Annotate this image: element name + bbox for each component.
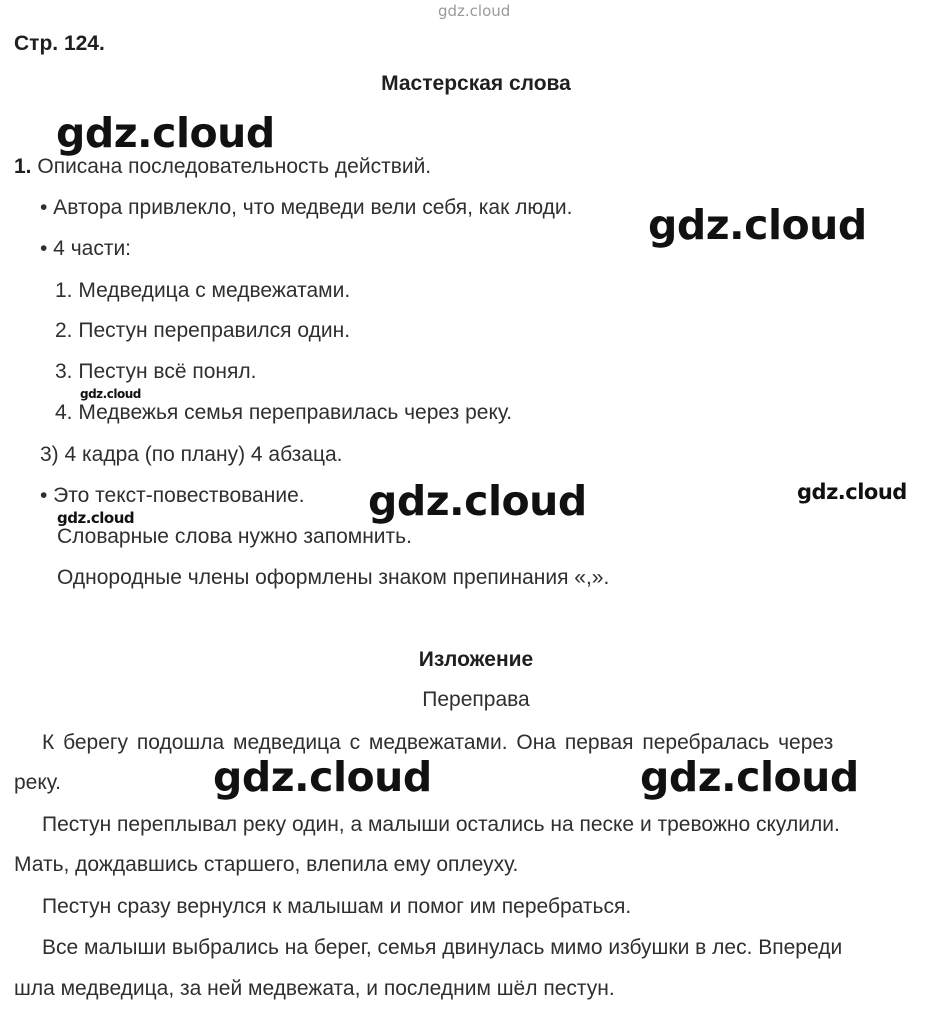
task-number: 1.	[14, 155, 32, 178]
bullet-author: • Автора привлекло, что медведи вели себя, как люди.	[40, 196, 573, 219]
bullet-parts: • 4 части:	[40, 237, 132, 260]
watermark: gdz.cloud	[57, 509, 135, 527]
frames-note: 3) 4 кадра (по плану) 4 абзаца.	[40, 443, 343, 466]
section-title: Мастерская слова	[381, 72, 571, 95]
top-watermark: gdz.cloud	[438, 2, 511, 20]
homogeneous-note: Однородные члены оформлены знаком препинания «,».	[57, 566, 610, 589]
essay-paragraph-4-line-1: Все малыши выбрались на берег, семья двинулась мимо избушки в лес. Впереди	[42, 936, 843, 959]
watermark: gdz.cloud	[648, 201, 867, 249]
essay-paragraph-4-line-2: шла медведица, за ней медвежата, и последним шёл пестун.	[14, 977, 615, 1000]
essay-paragraph-1-line-2: реку.	[14, 771, 62, 794]
task-1-intro	[14, 155, 431, 179]
part-item: 4. Медвежья семья переправилась через реку.	[55, 401, 513, 424]
part-item: 2. Пестун переправился один.	[55, 319, 351, 342]
bullet-text-type: • Это текст-повествование.	[40, 484, 305, 507]
task-intro-text: Описана последовательность действий.	[37, 155, 432, 178]
watermark: gdz.cloud	[797, 480, 907, 504]
essay-title: Переправа	[422, 688, 530, 711]
watermark: gdz.cloud	[80, 387, 141, 401]
essay-paragraph-2-line-1: Пестун переплывал реку один, а малыши остались на песке и тревожно скулили.	[42, 813, 840, 836]
watermark: gdz.cloud	[640, 753, 859, 801]
watermark: gdz.cloud	[56, 109, 275, 157]
vocab-note: Словарные слова нужно запомнить.	[57, 525, 412, 548]
part-item: 1. Медведица с медвежатами.	[55, 279, 351, 302]
part-item: 3. Пестун всё понял.	[55, 360, 257, 383]
essay-heading: Изложение	[418, 648, 534, 671]
essay-paragraph-3: Пестун сразу вернулся к малышам и помог им перебраться.	[42, 895, 632, 918]
essay-paragraph-1-line-1: К берегу подошла медведица с медвежатами. Она первая перебралась через	[42, 731, 834, 754]
essay-paragraph-2-line-2: Мать, дождавшись старшего, влепила ему оплеуху.	[14, 853, 519, 876]
watermark: gdz.cloud	[368, 477, 587, 525]
page-label: Стр. 124.	[14, 32, 105, 55]
watermark: gdz.cloud	[213, 753, 432, 801]
